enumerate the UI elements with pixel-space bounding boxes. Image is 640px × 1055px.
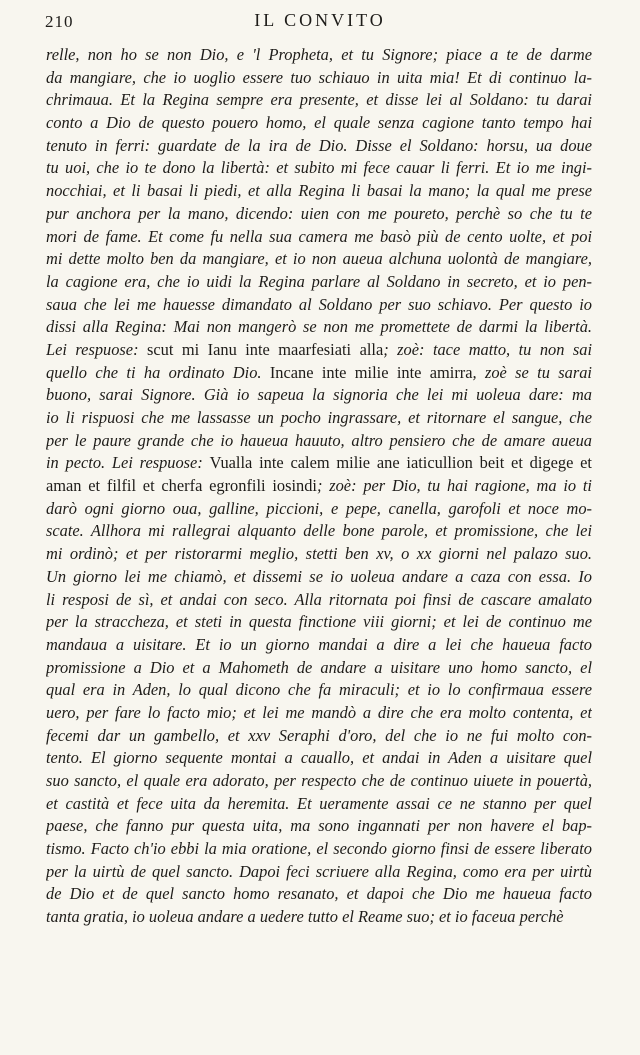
italic-text-segment: chrimaua. Et la Regina sempre era presente, et disse lei al Soldano: tu darai [46, 90, 592, 110]
italic-text-segment: pur anchora per la mano, dicendo: uien con me poureto, perchè so che tu te [46, 203, 592, 223]
italic-text-segment: de Dio et de quel sancto homo resanato, et dapoi che Dio me haueua facto [46, 884, 592, 904]
text-line [46, 89, 592, 112]
text-line [46, 475, 592, 498]
italic-text-segment: promissione a Dio et a Mahometh de andare a uisitare uno homo sancto, el [46, 657, 592, 677]
text-line [46, 362, 592, 385]
italic-text-segment: ; zoè: tace matto, tu non sai [383, 339, 592, 359]
text-line [46, 702, 592, 725]
text-line [46, 611, 592, 634]
text-line [46, 157, 592, 180]
italic-text-segment: et castità et fece uita da heremita. Et ueramente assai ce ne stanno per quel [46, 793, 592, 813]
italic-text-segment: li resposi de sì, et andai con seco. Alla ritornata poi finsi de cascare amalato [46, 589, 592, 609]
italic-text-segment: suo sancto, el quale era adorato, per respecto che de continuo uiuete in pouertà, [46, 771, 592, 790]
page-number: 210 [45, 12, 74, 31]
italic-text-segment: nocchiai, et li basai li piedi, et alla Regina li basai la mano; la qual me prese [46, 181, 592, 201]
italic-text-segment: Un giorno lei me chiamò, et dissemi se io uoleua andare a caza con essa. Io [46, 566, 592, 586]
italic-text-segment: per le paure grande che io haueua hauuto, altro pensiero che de amare aueua [46, 430, 592, 450]
italic-text-segment: mori de fame. Et come fu nella sua camera me basò più de cento uolte, et poi [46, 226, 592, 246]
text-line [46, 316, 592, 339]
text-line [46, 747, 592, 770]
italic-text-segment: quello che ti ha ordinato Dio. [46, 362, 270, 382]
italic-text-segment: , zoè se tu sarai [472, 362, 592, 382]
text-line [46, 430, 592, 453]
text-line [46, 203, 592, 226]
text-line [46, 112, 592, 135]
text-line [46, 384, 592, 407]
text-line [46, 883, 592, 906]
text-line [46, 452, 592, 475]
text-line [46, 770, 592, 793]
italic-text-segment: mandaua a uisitare. Et io un giorno mandai a dire a lei che haueua facto [46, 634, 592, 654]
text-line [46, 566, 592, 589]
text-line [46, 180, 592, 203]
italic-text-segment: mi dette molto ben da mangiare, et io non aueua alchuna uolontà de mangiare, [46, 249, 592, 269]
italic-text-segment: fecemi dar un gambello, et xxv Seraphi d'oro, del che io ne fui molto con- [46, 725, 592, 745]
body-text [46, 44, 592, 929]
text-line [46, 906, 592, 929]
text-line [46, 226, 592, 249]
text-line [46, 44, 592, 67]
text-line [46, 294, 592, 317]
text-line [46, 725, 592, 748]
text-line [46, 543, 592, 566]
text-line [46, 634, 592, 657]
italic-text-segment: uero, per fare lo facto mio; et lei me mandò a dire che era molto contenta, et [46, 702, 592, 722]
italic-text-segment: conto a Dio de questo pouero homo, el quale senza cagione tanto tempo hai [46, 113, 592, 133]
italic-text-segment: tenuto in ferri: guardate de la ira de Dio. Disse el Soldano: horsu, ua doue [46, 135, 592, 155]
italic-text-segment: buono, sarai Signore. Già io sapeua la signoria che lei mi uoleua dare: ma [46, 385, 592, 405]
text-line [46, 793, 592, 816]
text-line [46, 815, 592, 838]
italic-text-segment: scate. Allhora mi rallegrai alquanto delle bone parole, et promissione, che lei [46, 521, 592, 541]
italic-text-segment: paese, che fanno pur questa uita, ma sono ingannati per non havere el bap- [46, 816, 592, 836]
text-line [46, 838, 592, 861]
roman-text-segment: Vualla inte calem milie ane iaticullion beit et digege et [209, 453, 592, 473]
italic-text-segment: saua che lei me hauesse dimandato al Soldano per suo schiavo. Per questo io [46, 294, 592, 314]
italic-text-segment: qual era in Aden, lo qual dicono che fa miraculi; et io lo confirmaua essere [46, 680, 592, 700]
text-line [46, 861, 592, 884]
italic-text-segment: tismo. Facto ch'io ebbi la mia oratione, el secondo giorno finsi de essere liberato [46, 839, 592, 859]
text-line [46, 679, 592, 702]
italic-text-segment: tu uoi, che io te dono la libertà: et subito mi fece cauar li ferri. Et io me ingi- [46, 158, 592, 178]
italic-text-segment: io li rispuosi che me lassasse un pocho ingrassare, et ritornare el sangue, che [46, 408, 592, 427]
text-line [46, 135, 592, 158]
italic-text-segment: darò ogni giorno oua, galline, piccioni, e pepe, canella, garofoli et noce mo- [46, 498, 592, 518]
roman-text-segment: scut mi Ianu inte maarfesiati alla [147, 339, 384, 359]
italic-text-segment: ; zoè: per Dio, tu hai ragione, ma io ti [316, 476, 592, 496]
text-line [46, 339, 592, 362]
running-title: IL CONVITO [254, 10, 386, 30]
text-line [46, 498, 592, 521]
italic-text-segment: Lei respuose: [46, 339, 148, 359]
text-line [46, 407, 592, 430]
text-line [46, 248, 592, 271]
page-header [45, 10, 595, 36]
italic-text-segment: mi ordinò; et per ristorarmi meglio, stetti ben xv, o xx giorni nel palazo suo. [46, 544, 592, 564]
italic-text-segment: per la straccheza, et steti in questa finctione viii giorni; et lei de continuo me [46, 612, 592, 632]
italic-text-segment: da mangiare, che io uoglio essere tuo schiauo in uita mia! Et di continuo la- [46, 67, 592, 87]
roman-text-segment: Incane inte milie inte amirra [269, 362, 473, 382]
text-line [46, 589, 592, 612]
italic-text-segment: dissi alla Regina: Mai non mangerò se non me promettete de darmi la libertà. [46, 317, 592, 337]
roman-text-segment: aman et filfil et cherfa egronfili iosindi [46, 476, 317, 496]
text-line [46, 67, 592, 90]
text-line [46, 520, 592, 543]
italic-text-segment: relle, non ho se non Dio, e 'l Propheta, et tu Signore; piace a te de darme [46, 45, 592, 64]
italic-text-segment: in pecto. Lei respuose: [46, 453, 210, 473]
text-line [46, 657, 592, 680]
text-line [46, 271, 592, 294]
italic-text-segment: per la uirtù de quel sancto. Dapoi feci scriuere alla Regina, como era per uirtù [46, 861, 592, 881]
italic-text-segment: tento. El giorno sequente montai a cauallo, et andai in Aden a uisitare quel [46, 748, 592, 768]
italic-text-segment: la cagione era, che io uidi la Regina parlare al Soldano in secreto, et io pen- [46, 271, 592, 291]
italic-text-segment: tanta gratia, io uoleua andare a uedere tutto el Reame suo; et io faceua perchè [46, 907, 564, 927]
